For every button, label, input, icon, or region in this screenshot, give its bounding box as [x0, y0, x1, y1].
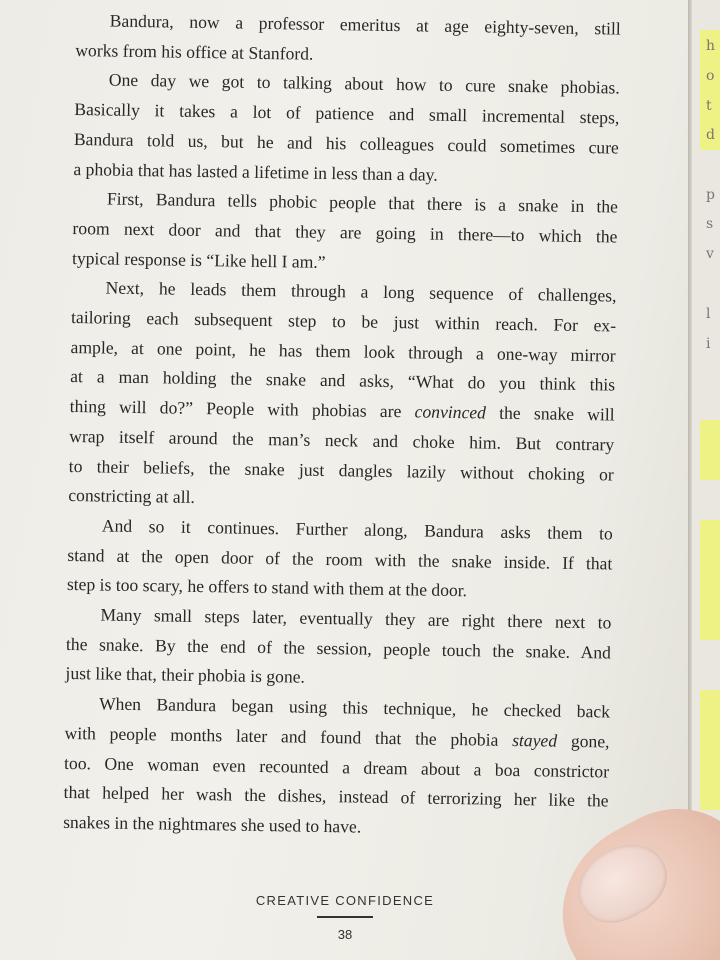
text-line: snakes in the nightmares she used to have. — [63, 811, 362, 837]
text-line: step is too scary, he offers to stand with them at the door. — [66, 574, 468, 601]
text-run: with people months later and found that the phobia — [64, 722, 513, 750]
text-line: Next, he leads them through a long sequence of challenges, — [105, 277, 617, 306]
next-page-fragment: t — [706, 98, 712, 114]
text-line: just like that, their phobia is gone. — [65, 663, 306, 688]
footer-rule — [317, 916, 373, 918]
text-line: First, Bandura tells phobic people that there is a snake in the — [106, 188, 619, 217]
text-line: the snake. By the end of the session, people touch the snake. And — [65, 633, 612, 663]
text-run: thing will do?” People with phobias are — [69, 396, 415, 422]
text-line: room next door and that they are going in there—to which the — [72, 217, 618, 247]
emphasis-convinced: convinced — [414, 401, 487, 423]
text-line: When Bandura began using this technique, he checked back — [98, 693, 611, 722]
text-line: wrap itself around the man’s neck and choke him. But contrary — [69, 425, 615, 455]
highlighter-mark — [700, 420, 720, 480]
next-page-fragment: v — [706, 246, 714, 262]
text-line: works from his office at Stanford. — [75, 39, 314, 64]
text-line: Basically it takes a lot of patience and small incremental steps, — [74, 99, 620, 128]
text-line: that helped her wash the dishes, instead of terrorizing her like the — [63, 782, 609, 811]
text-line: at a man holding the snake and asks, “What do you think this — [70, 366, 616, 395]
emphasis-stayed: stayed — [512, 729, 558, 751]
next-page-fragment: s — [706, 216, 714, 232]
text-line: too. One woman even recounted a dream about a boa constrictor — [63, 752, 610, 782]
text-line: Bandura told us, but he and his colleagues could sometimes cure — [73, 128, 620, 158]
next-page-fragment: l — [706, 306, 711, 322]
next-page-fragment: i — [706, 336, 711, 352]
text-line: typical response is “Like hell I am.” — [71, 247, 326, 272]
text-line: And so it continues. Further along, Bandura asks them to — [101, 515, 613, 544]
next-page-fragment: o — [706, 68, 715, 84]
text-line: constricting at all. — [68, 485, 196, 508]
text-run: gone, — [556, 730, 610, 752]
text-line: ample, at one point, he has them look through a one-way mirror — [70, 336, 616, 366]
running-head: CREATIVE CONFIDENCE — [255, 893, 435, 908]
next-page-fragment: h — [706, 38, 716, 54]
next-page-fragment: d — [706, 127, 715, 143]
text-line: Bandura, now a professor emeritus at age eighty-seven, still — [109, 10, 621, 39]
page-number: 38 — [337, 927, 353, 942]
text-line: One day we got to talking about how to cure snake phobias. — [108, 69, 620, 98]
next-page-fragment: p — [706, 187, 715, 203]
text-line: a phobia that has lasted a lifetime in less than a day. — [73, 158, 438, 185]
highlighter-mark — [700, 520, 720, 640]
text-line: stand at the open door of the room with the snake inside. If that — [67, 544, 613, 574]
text-line: tailoring each subsequent step to be just within reach. For ex- — [70, 306, 617, 336]
highlighter-mark — [700, 690, 720, 810]
body-text — [63, 6, 621, 846]
text-run: the snake will — [485, 402, 615, 425]
text-line: to their beliefs, the snake just dangles lazily without choking or — [68, 455, 614, 485]
text-line: Many small steps later, eventually they are right there next to — [100, 604, 612, 633]
